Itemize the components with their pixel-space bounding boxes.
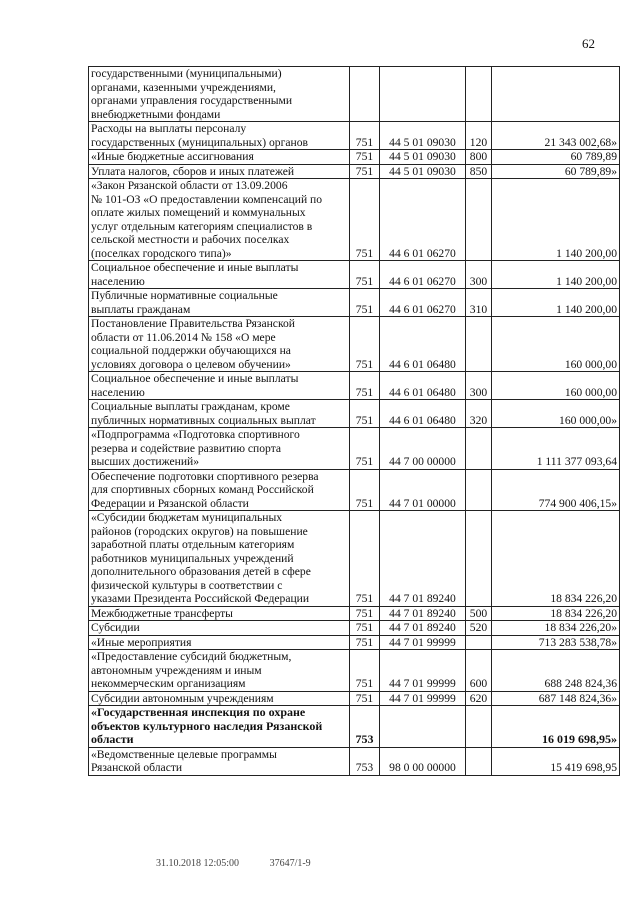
row-name: «Предоставление субсидий бюджетным, автономным учреждениям и иным некоммерческим организациям xyxy=(89,650,350,692)
table-row xyxy=(89,635,620,650)
row-amount: 1 140 200,00 xyxy=(492,261,620,289)
table-row xyxy=(89,650,620,692)
row-expense-type xyxy=(466,67,492,122)
row-target-article: 44 5 01 09030 xyxy=(380,150,466,165)
row-amount: 160 000,00 xyxy=(492,372,620,400)
row-gl-code: 751 xyxy=(350,621,380,636)
row-target-article: 44 6 01 06270 xyxy=(380,261,466,289)
row-target-article: 44 7 01 89240 xyxy=(380,621,466,636)
row-target-article: 98 0 00 00000 xyxy=(380,747,466,775)
row-target-article xyxy=(380,67,466,122)
row-expense-type: 300 xyxy=(466,372,492,400)
table-row xyxy=(89,621,620,636)
row-expense-type: 800 xyxy=(466,150,492,165)
row-amount: 18 834 226,20» xyxy=(492,621,620,636)
row-name: «Закон Рязанской области от 13.09.2006 № 101-ОЗ «О предоставлении компенсаций по оплате жилых помещений и коммунальных услуг отдельным категориям специалистов в сельской местности и рабочих поселках (поселках городского типа)» xyxy=(89,179,350,261)
budget-table xyxy=(88,66,620,776)
row-expense-type xyxy=(466,706,492,748)
row-amount: 1 111 377 093,64 xyxy=(492,428,620,470)
row-target-article xyxy=(380,706,466,748)
row-target-article: 44 7 01 99999 xyxy=(380,691,466,706)
row-target-article: 44 7 00 00000 xyxy=(380,428,466,470)
row-name: Публичные нормативные социальные выплаты гражданам xyxy=(89,289,350,317)
row-amount: 688 248 824,36 xyxy=(492,650,620,692)
row-expense-type: 600 xyxy=(466,650,492,692)
table-row xyxy=(89,428,620,470)
table-row xyxy=(89,261,620,289)
row-gl-code: 751 xyxy=(350,469,380,511)
row-amount: 1 140 200,00 xyxy=(492,289,620,317)
budget-table-body xyxy=(89,67,620,776)
row-gl-code: 751 xyxy=(350,122,380,150)
table-row xyxy=(89,289,620,317)
table-row xyxy=(89,747,620,775)
row-expense-type: 500 xyxy=(466,606,492,621)
table-row xyxy=(89,606,620,621)
row-amount: 713 283 538,78» xyxy=(492,635,620,650)
row-gl-code: 751 xyxy=(350,150,380,165)
row-gl-code: 753 xyxy=(350,706,380,748)
row-name: «Субсидии бюджетам муниципальных районов (городских округов) на повышение заработной платы отдельным категориям работников муниципальных учреждений дополнительного образования детей в сфере физической культуры в соответствии с указами Президента Российской Федерации xyxy=(89,511,350,607)
row-name: Субсидии xyxy=(89,621,350,636)
row-name: Социальные выплаты гражданам, кроме публичных нормативных социальных выплат xyxy=(89,400,350,428)
row-expense-type xyxy=(466,511,492,607)
row-gl-code: 751 xyxy=(350,428,380,470)
row-gl-code: 751 xyxy=(350,317,380,372)
row-target-article: 44 5 01 09030 xyxy=(380,122,466,150)
row-target-article: 44 7 01 99999 xyxy=(380,635,466,650)
table-row xyxy=(89,691,620,706)
row-target-article: 44 7 01 89240 xyxy=(380,606,466,621)
row-amount: 1 140 200,00 xyxy=(492,179,620,261)
row-amount: 160 000,00 xyxy=(492,317,620,372)
row-name: государственными (муниципальными) органами, казенными учреждениями, органами управления государственными внебюджетными фондами xyxy=(89,67,350,122)
table-row xyxy=(89,400,620,428)
table-row xyxy=(89,511,620,607)
row-target-article: 44 6 01 06480 xyxy=(380,400,466,428)
row-amount: 774 900 406,15» xyxy=(492,469,620,511)
row-expense-type: 310 xyxy=(466,289,492,317)
document-footer xyxy=(156,858,339,869)
row-expense-type xyxy=(466,747,492,775)
row-amount: 16 019 698,95» xyxy=(492,706,620,748)
row-gl-code: 751 xyxy=(350,635,380,650)
row-name: «Государственная инспекция по охране объектов культурного наследия Рязанской области xyxy=(89,706,350,748)
row-gl-code: 751 xyxy=(350,261,380,289)
row-gl-code: 751 xyxy=(350,650,380,692)
row-gl-code: 751 xyxy=(350,691,380,706)
row-expense-type: 300 xyxy=(466,261,492,289)
table-row xyxy=(89,706,620,748)
table-row xyxy=(89,67,620,122)
row-expense-type: 120 xyxy=(466,122,492,150)
row-amount: 18 834 226,20 xyxy=(492,511,620,607)
table-row xyxy=(89,179,620,261)
row-target-article: 44 5 01 09030 xyxy=(380,164,466,179)
row-amount xyxy=(492,67,620,122)
row-name: Расходы на выплаты персоналу государственных (муниципальных) органов xyxy=(89,122,350,150)
row-name: «Иные мероприятия xyxy=(89,635,350,650)
row-target-article: 44 6 01 06480 xyxy=(380,372,466,400)
table-row xyxy=(89,317,620,372)
row-amount: 15 419 698,95 xyxy=(492,747,620,775)
row-expense-type: 620 xyxy=(466,691,492,706)
row-target-article: 44 7 01 89240 xyxy=(380,511,466,607)
row-gl-code xyxy=(350,67,380,122)
row-name: Социальное обеспечение и иные выплаты населению xyxy=(89,261,350,289)
row-expense-type xyxy=(466,469,492,511)
footer-datetime: 31.10.2018 12:05:00 xyxy=(156,858,240,869)
row-amount: 687 148 824,36» xyxy=(492,691,620,706)
row-gl-code: 751 xyxy=(350,164,380,179)
row-expense-type xyxy=(466,179,492,261)
table-row xyxy=(89,122,620,150)
row-gl-code: 751 xyxy=(350,511,380,607)
row-gl-code: 753 xyxy=(350,747,380,775)
row-expense-type xyxy=(466,428,492,470)
row-name: Обеспечение подготовки спортивного резерва для спортивных сборных команд Российской Федерации и Рязанской области xyxy=(89,469,350,511)
row-name: Социальное обеспечение и иные выплаты населению xyxy=(89,372,350,400)
table-row xyxy=(89,372,620,400)
row-expense-type xyxy=(466,317,492,372)
row-name: «Иные бюджетные ассигнования xyxy=(89,150,350,165)
row-name: «Подпрограмма «Подготовка спортивного резерва и содействие развитию спорта высших достижений» xyxy=(89,428,350,470)
row-amount: 60 789,89» xyxy=(492,164,620,179)
row-amount: 60 789,89 xyxy=(492,150,620,165)
row-name: Уплата налогов, сборов и иных платежей xyxy=(89,164,350,179)
row-gl-code: 751 xyxy=(350,400,380,428)
row-gl-code: 751 xyxy=(350,289,380,317)
row-gl-code: 751 xyxy=(350,179,380,261)
row-target-article: 44 7 01 99999 xyxy=(380,650,466,692)
page-number: 62 xyxy=(582,36,595,51)
row-expense-type: 320 xyxy=(466,400,492,428)
table-row xyxy=(89,150,620,165)
row-expense-type: 520 xyxy=(466,621,492,636)
row-name: Постановление Правительства Рязанской области от 11.06.2014 № 158 «О мере социальной поддержки обучающихся на условиях договора о целевом обучении» xyxy=(89,317,350,372)
row-target-article: 44 6 01 06270 xyxy=(380,289,466,317)
row-target-article: 44 6 01 06480 xyxy=(380,317,466,372)
table-row xyxy=(89,164,620,179)
row-amount: 18 834 226,20 xyxy=(492,606,620,621)
row-target-article: 44 6 01 06270 xyxy=(380,179,466,261)
row-gl-code: 751 xyxy=(350,606,380,621)
row-expense-type xyxy=(466,635,492,650)
row-name: Субсидии автономным учреждениям xyxy=(89,691,350,706)
row-gl-code: 751 xyxy=(350,372,380,400)
row-amount: 160 000,00» xyxy=(492,400,620,428)
row-name: Межбюджетные трансферты xyxy=(89,606,350,621)
table-row xyxy=(89,469,620,511)
row-expense-type: 850 xyxy=(466,164,492,179)
footer-doc-id: 37647/1-9 xyxy=(269,858,311,869)
row-amount: 21 343 002,68» xyxy=(492,122,620,150)
row-target-article: 44 7 01 00000 xyxy=(380,469,466,511)
row-name: «Ведомственные целевые программы Рязанской области xyxy=(89,747,350,775)
